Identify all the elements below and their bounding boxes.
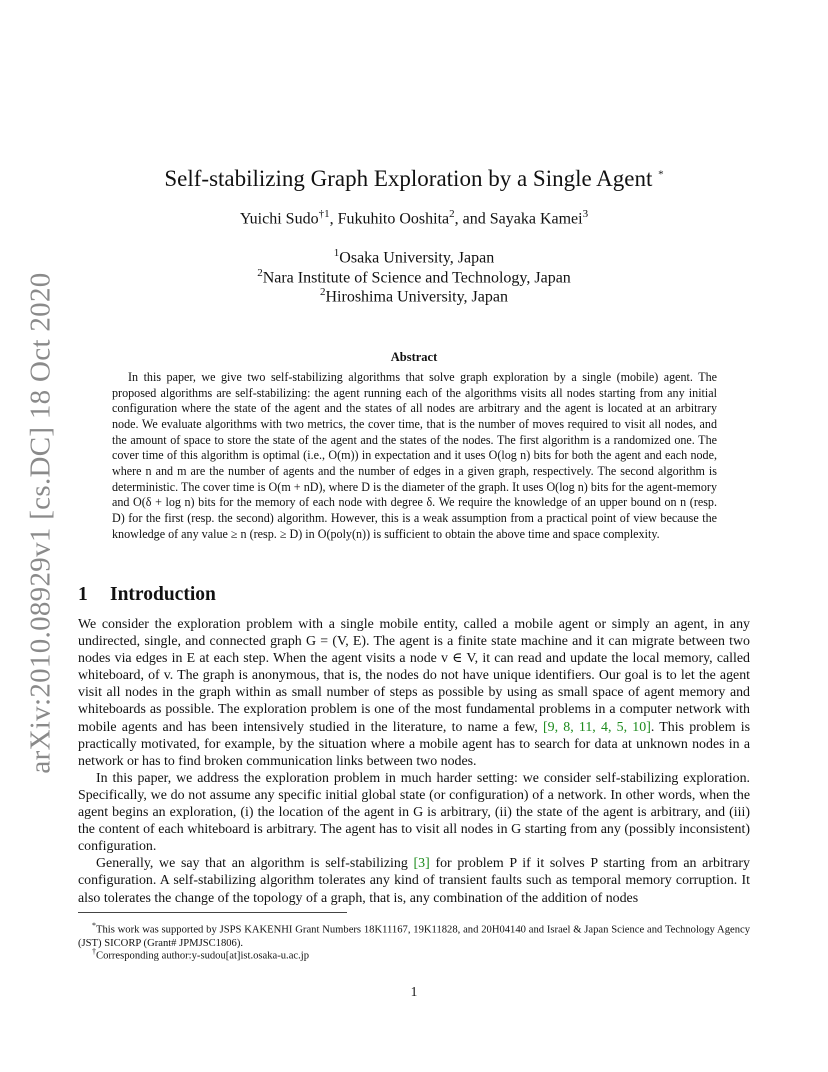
paragraph: In this paper, we address the exploration problem in much harder setting: we consider self-stabilizing exploration. Specifically, we do not assume any specific initial global state (or configuration) of a network. In other words, when the agent begins an exploration, (i) the location of the agent in G is arbitrary, (ii) the state of the agent is arbitrary, and (iii) the content of each whiteboard is arbitrary. The agent has to visit all nodes in G starting from any (possibly inconsistent) configuration. (78, 770, 750, 855)
title-footnote-mark: * (658, 168, 664, 181)
author-name: Fukuhito Ooshita (337, 210, 450, 228)
section-title: Introduction (110, 584, 216, 605)
paragraph: Generally, we say that an algorithm is self-stabilizing [3] for problem P if it solves P starting from an arbitrary configuration. A self-stabilizing algorithm tolerates any kind of transient faults such as temporal memory corruption. It also tolerates the change of the topology of a graph, that is, any combination of the addition of nodes (78, 856, 750, 906)
footnote-rule (78, 912, 347, 913)
author-name: Yuichi Sudo (239, 210, 319, 228)
paragraph: We consider the exploration problem with a single mobile entity, called a mobile agent or simply an agent, in any undirected, single, and connected graph G = (V, E). The agent is a finite state machine and it can migrate between two nodes via edges in E at each step. When the agent visits a node v ∈ V, it can read and update the local memory, called whiteboard, of v. The graph is anonymous, that is, the nodes do not have unique identifiers. Our goal is to let the agent visit all nodes in the graph within as small number of steps as possible by using as small space of agent memory and whiteboards as possible. The exploration problem is one of the most fundamental problems in a computer network with mobile agents and has been intensively studied in the literature, to name a few, [9, 8, 11, 4, 5, 10]. This problem is practically motivated, for example, by the situation where a mobile agent has to search for data at unknown nodes in a network or has to find broken communication links between two nodes. (78, 617, 750, 769)
abstract-text: In this paper, we give two self-stabilizing algorithms that solve graph exploration by a single (mobile) agent. The proposed algorithms are self-stabilizing: the agent running each of the algorithms visits all nodes starting from any initial configuration where the state of the agent and the states of all nodes are arbitrary and the agent is located at an arbitrary node. We evaluate algorithms with two metrics, the cover time, that is the number of moves required to visit all nodes, and the amount of space to store the state of the agent and the states of the nodes. The first algorithm is a randomized one. The cover time of this algorithm is optimal (i.e., O(m)) in expectation and it uses O(log n) bits for both the agent and each node, where n and m are the number of agents and the number of edges in a given graph, respectively. The second algorithm is deterministic. The cover time is O(m + nD), where D is the diameter of the graph. It uses O(log n) bits for the agent-memory and O(δ + log n) bits for the memory of each node with degree δ. We require the knowledge of an upper bound on n (resp. D) for the first (resp. the second) algorithm. However, this is a weak assumption from a practical point of view because the knowledge of any value ≥ n (resp. ≥ D) in O(poly(n)) is sufficient to obtain the above time and space complexity. (112, 370, 717, 541)
affiliation: $^2$Nara Institute of Science and Technology, Japan (257, 266, 571, 286)
footnote: †Corresponding author:y-sudou[at]ist.osaka-u.ac.jp (92, 947, 310, 962)
affiliation: $^2$Hiroshima University, Japan (320, 286, 508, 306)
footnote: *This work was supported by JSPS KAKENHI Grant Numbers 18K11167, 19K11828, and 20H04140 and Israel & Japan Science and Technology Agency (JST) SICORP (Grant# JPMJSC1806). (78, 921, 750, 949)
author-list: Yuichi Sudo$^{\dagger 1}$, Fukuhito Ooshita$^2$, and Sayaka Kamei$^3$ (239, 208, 589, 228)
affiliations (0, 244, 828, 306)
affiliation: $^1$Osaka University, Japan (333, 247, 495, 267)
arxiv-id: arXiv:2010.08929v1 [cs.DC] 18 Oct 2020 (24, 272, 57, 774)
citation-link[interactable]: [3] (413, 856, 430, 872)
body-text (78, 616, 750, 907)
paper-title: Self-stabilizing Graph Exploration by a Single Agent * (164, 166, 664, 191)
citation-link[interactable]: [9, 8, 11, 4, 5, 10] (543, 719, 651, 735)
abstract-heading: Abstract (390, 350, 438, 364)
author-name: Sayaka Kamei (489, 210, 583, 228)
section-number: 1 (78, 584, 88, 605)
section-heading (78, 584, 216, 606)
page-number: 1 (410, 984, 418, 999)
